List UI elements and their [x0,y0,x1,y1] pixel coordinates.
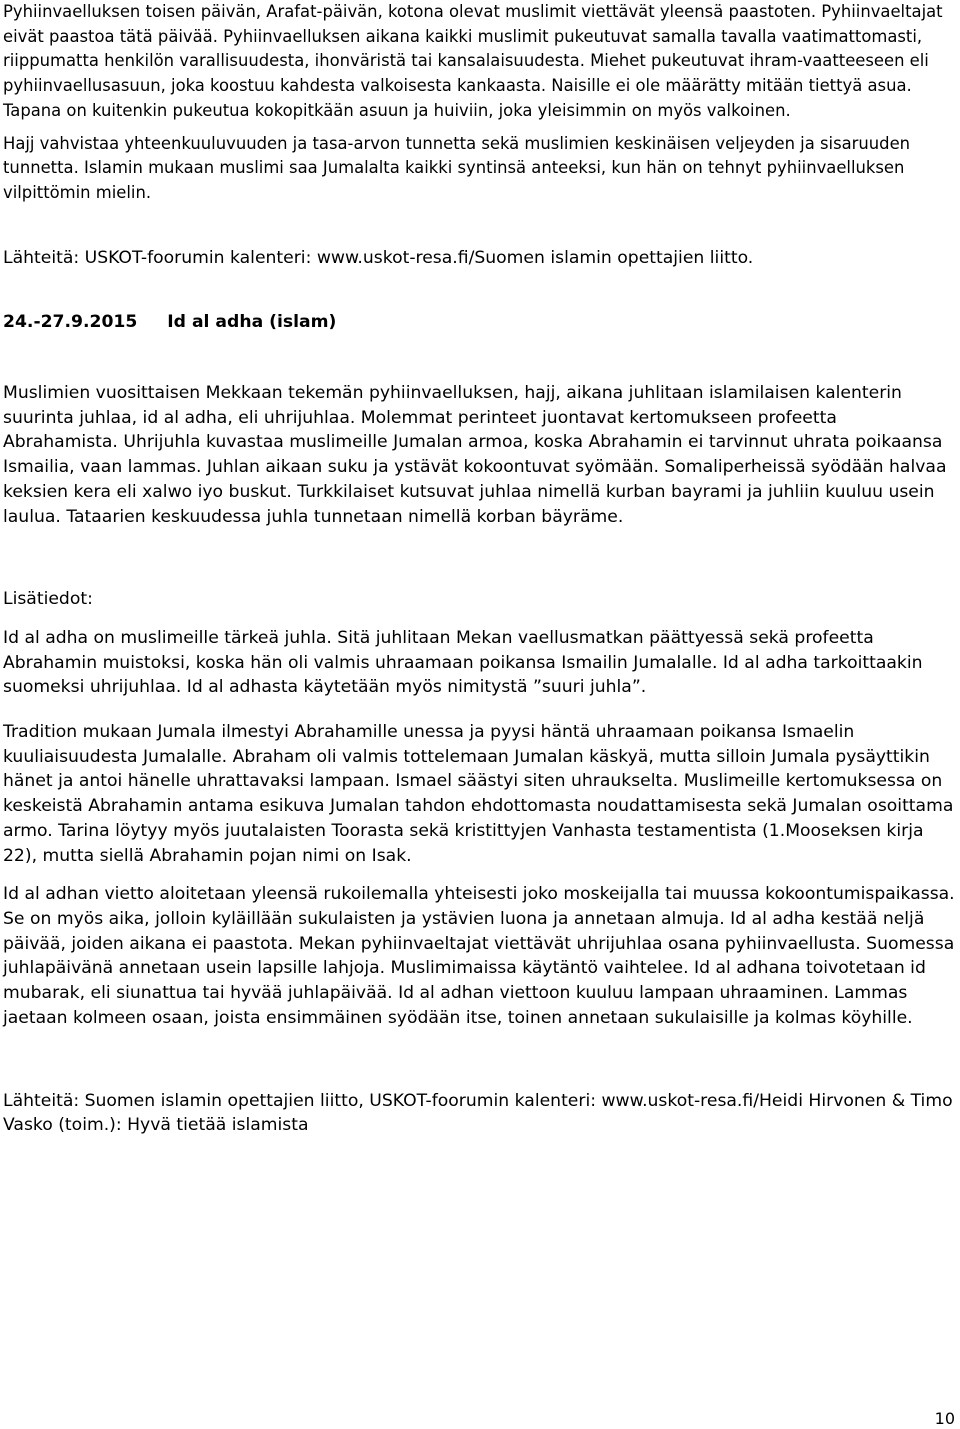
spacer [3,529,955,587]
spacer [3,124,955,132]
paragraph-more-info-2: Tradition mukaan Jumala ilmestyi Abrahamille unessa ja pyysi häntä uhraamaan poikansa Ismaelin kuuliaisuudesta Jumalalle. Abraham oli valmis tottelemaan Jumalan käskyä, mutta silloin Jumala pysäyttikin hänet ja antoi hänelle uhrattavaksi lampaan. Ismael säästyi siten uhraukselta. Muslimeille kertomuksessa on keskeistä Abrahamin antama esikuva Jumalan tahdon ehdottomasta noudattamisesta sekä Jumalan osoittama armo. Tarina löytyy myös juutalaisten Toorasta sekä kristittyjen Vanhasta testamentista (1.Mooseksen kirja 22), mutta siellä Abrahamin pojan nimi on Isak. [3,722,954,866]
document-page [3,0,955,1138]
paragraph-eid-al-adha: Muslimien vuosittaisen Mekkaan tekemän pyhiinvaelluksen, hajj, aikana juhlitaan islamilaisen kalenterin suurinta juhlaa, id al adha, eli uhrijuhlaa. Molemmat perinteet juontavat kertomukseen profeetta Abrahamista. Uhrijuhla kuvastaa muslimeille Jumalan armoa, koska Abrahamin ei tarvinnut uhrata poikaansa Ismailia, vaan lammas. Juhlan aikaan suku ja ystävät kokoontuvat syömään. Somaliperheissä syödään halvaa keksien kera eli xalwo iyo buskut. Turkkilaiset kutsuvat juhlaa nimellä kurban bayrami ja juhliin kuuluu usein laulua. Tataarien keskuudessa juhla tunnetaan nimellä korban bäyräme. [3,383,947,527]
section-heading [3,310,955,335]
heading-title: Id al adha (islam) [167,312,337,333]
page-number: 10 [934,1409,955,1428]
spacer [3,206,955,246]
spacer [3,335,955,381]
spacer [3,270,955,310]
paragraph-more-info-1: Id al adha on muslimeille tärkeä juhla. Sitä juhlitaan Mekan vaellusmatkan päättyessä sekä profeetta Abrahamin muistoksi, koska hän oli valmis uhraamaan poikansa Ismailin Jumalalle. Id al adha tarkoittaakin suomeksi uhrijuhlaa. Id al adhasta käytetään myös nimitystä ”suuri juhla”. [3,627,923,698]
paragraph-more-info-3: Id al adhan vietto aloitetaan yleensä rukoilemalla yhteisesti joko moskeijalla tai muussa kokoontumispaikassa. Se on myös aika, jolloin kyläillään sukulaisten ja ystävien luona ja annetaan almuja. Id al adha kestää neljä päivää, joiden aikana ei paastota. Mekan pyhiinvaeltajat viettävät uhrijuhlaa osana pyhiinvaellusta. Suomessa juhlapäivänä annetaan usein lapsille lahjoja. Muslimimaissa käytäntö vaihtelee. Id al adhana toivotetaan id mubarak, eli siunattua tai hyvää juhlapäivää. Id al adhan viettoon kuuluu lampaan uhraaminen. Lammas jaetaan kolmeen osaan, joista ensimmäinen syödään itse, toinen annetaan sukulaisille ja kolmas köyhille. [3,884,955,1028]
more-info-label: Lisätiedot: [3,589,93,610]
paragraph-arafat-day: Pyhiinvaelluksen toisen päivän, Arafat-päivän, kotona olevat muslimit viettävät yleensä paastoten. Pyhiinvaeltajat eivät paastoa tätä päivää. Pyhiinvaelluksen aikana kaikki muslimit pukeutuvat samalla tavalla vaatimattomasti, riippumatta henkilön varallisuudesta, ihonväristä tai kansalaisuudesta. Miehet pukeutuvat ihram-vaatteeseen eli pyhiinvaellusasuun, joka koostuu kahdesta valkoisesta kankaasta. Naisille ei ole määrätty mitään tiettyä asua. Tapana on kuitenkin pukeutua kokopitkään asuun ja huiviin, joka yleisimmin on myös valkoinen. [3,2,943,120]
spacer [3,1031,955,1089]
paragraph-hajj-unity: Hajj vahvistaa yhteenkuuluvuuden ja tasa-arvon tunnetta sekä muslimien keskinäisen veljeyden ja sisaruuden tunnetta. Islamin mukaan muslimi saa Jumalalta kaikki syntinsä anteeksi, kun hän on tehnyt pyhiinvaelluksen vilpittömin mielin. [3,133,911,202]
sources-line-2: Lähteitä: Suomen islamin opettajien liitto, USKOT-foorumin kalenteri: www.uskot-resa.fi/Heidi Hirvonen & Timo Vasko (toim.): Hyvä tietää islamista [3,1090,953,1136]
heading-date: 24.-27.9.2015 [3,312,138,333]
spacer [3,612,955,626]
sources-line-1: Lähteitä: USKOT-foorumin kalenteri: www.uskot-resa.fi/Suomen islamin opettajien liitto. [3,247,754,268]
spacer [3,700,955,720]
spacer [3,868,955,882]
